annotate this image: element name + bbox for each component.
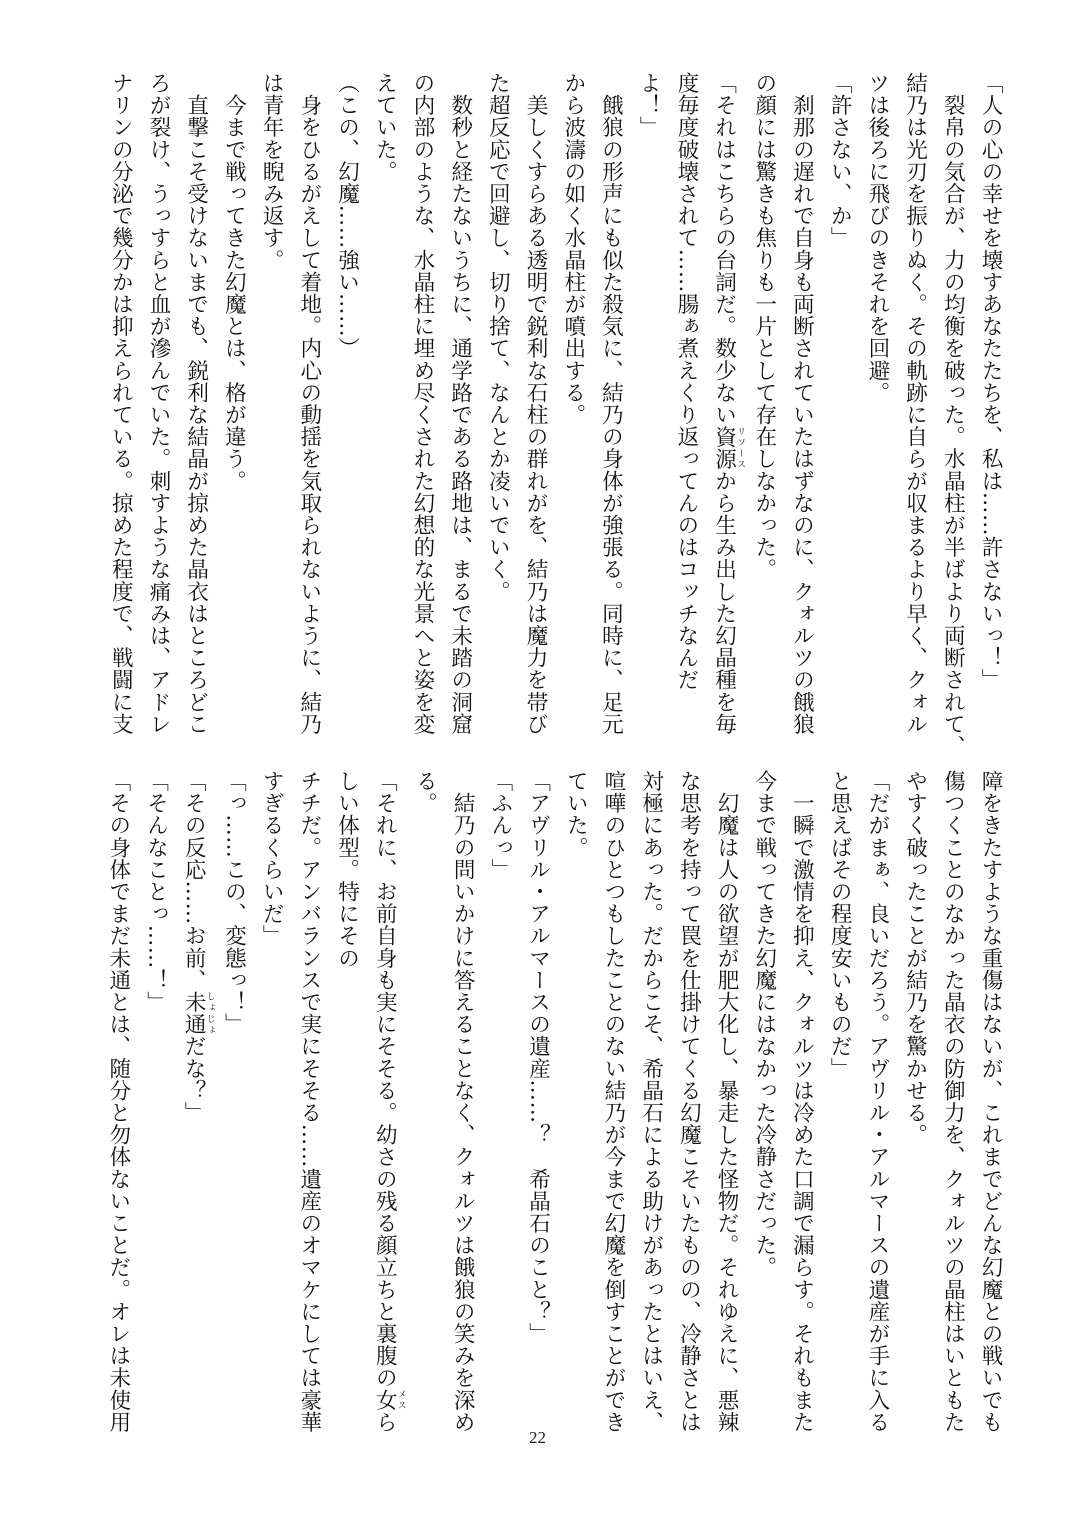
text-line: 「ふんっ」 xyxy=(487,770,513,881)
text-line: ろが裂け、うっすらと血が滲んでいた。刺すような痛みは、アドレ xyxy=(146,72,172,735)
ruby-base: 女 xyxy=(372,1388,398,1411)
text-line: 裂帛の気合が、力の均衡を破った。水晶柱が半ばより両断されて、 xyxy=(940,72,966,758)
ruby-base: 資源 xyxy=(711,425,737,470)
text-line: 今まで戦ってきた幻魔にはなかった冷静さだった。 xyxy=(751,770,777,1279)
text-line: の顔には驚きも焦りも一片として存在しなかった。 xyxy=(751,72,777,581)
text-segment: だな？」 xyxy=(181,1035,207,1124)
text-segment: 「それはこちらの台詞だ。数少ない xyxy=(711,72,737,426)
text-line: た超反応で回避し、切り捨て、なんとか凌いでいく。 xyxy=(485,72,511,603)
text-line: よ！」 xyxy=(636,72,662,139)
text-line: と思えばその程度安いものだ」 xyxy=(827,770,853,1080)
text-line: 「っ……この、変態っ！」 xyxy=(221,770,247,1036)
text-line: 数秒と経たないうちに、通学路である路地は、まるで未踏の洞窟 xyxy=(447,72,473,735)
text-line: ていた。 xyxy=(563,770,589,859)
text-line: 美しくすらある透明で鋭利な石柱の群れがを、結乃は魔力を帯び xyxy=(523,72,549,735)
text-line: しい体型。特にその xyxy=(334,770,360,969)
text-line: 喧嘩のひとつもしたことのない結乃が今まで幻魔を倒すことができ xyxy=(600,770,626,1433)
text-line: の内部のような、水晶柱に埋め尽くされた幻想的な光景へと姿を変 xyxy=(409,72,435,735)
text-line: 「人の心の幸せを壊すあなたたちを、私は……許さないっ！」 xyxy=(978,72,1003,691)
text-segment: 「その反応……お前、 xyxy=(181,770,207,991)
text-line: ナリンの分泌で幾分かは抑えられている。掠めた程度で、戦闘に支 xyxy=(108,72,134,735)
text-segment: から生み出した幻晶種を毎 xyxy=(711,469,737,736)
ruby-base: 未通 xyxy=(181,991,207,1036)
text-line: 度毎度破壊されて……腸ぁ煮えくり返ってんのはコッチなんだ xyxy=(673,72,699,691)
text-line: 身をひるがえして着地。内心の動揺を気取られないように、結乃 xyxy=(296,72,322,735)
text-line: 結乃の問いかけに答えることなく、クォルツは餓狼の笑みを深め xyxy=(450,770,476,1433)
text-line: から波濤の如く水晶柱が噴出する。 xyxy=(560,72,586,426)
text-line: 餓狼の形声にも似た殺気に、結乃の身体が強張る。同時に、足元 xyxy=(598,72,624,735)
text-line: 今まで戦ってきた幻魔とは、格が違う。 xyxy=(221,72,247,492)
text-line: 刹那の遅れで自身も両断されていたはずなのに、クォルツの餓狼 xyxy=(789,72,815,735)
ruby-reading: メス xyxy=(395,1388,406,1411)
text-line: ツは後ろに飛びのきそれを回避。 xyxy=(864,72,890,404)
text-line xyxy=(175,770,215,1410)
text-segment: 「それに、お前自身も実にそそる。幼さの残る顔立ちと裏腹の xyxy=(372,770,398,1389)
text-line: （この、幻魔……強い……） xyxy=(334,72,360,360)
text-line: やすく破ったことが結乃を驚かせる。 xyxy=(902,770,928,1146)
text-line: 「アヴリル・アルマースの遺産……？ 希晶石のこと？」 xyxy=(525,770,551,1345)
page-number: 22 xyxy=(529,1428,546,1447)
text-line: 直撃こそ受けないまでも、鋭利な結晶が掠めた晶衣はところどこ xyxy=(183,72,209,735)
text-line: チチだ。アンバランスで実にそそる……遺産のオマケにしては豪華 xyxy=(296,770,322,1433)
text-line: 「だがまぁ、良いだろう。アヴリル・アルマースの遺産が手に入る xyxy=(864,770,890,1433)
text-line: 「そんなことっ……！」 xyxy=(143,770,169,1014)
ruby-reading: しょじょ xyxy=(204,991,215,1036)
text-block-top xyxy=(89,72,1009,758)
text-line: 障をきたすような重傷はないが、これまでどんな幻魔との戦いでも xyxy=(978,770,1003,1433)
text-line: 対極にあった。だからこそ、希晶石による助けがあったとはいえ、 xyxy=(638,770,664,1433)
text-segment: ら xyxy=(372,1410,398,1434)
text-block-bottom xyxy=(89,770,1009,1434)
text-line: は青年を睨み返す。 xyxy=(259,72,285,271)
text-line: 傷つくことのなかった晶衣の防御力を、クォルツの晶柱はいともた xyxy=(940,770,966,1433)
ruby-text xyxy=(711,425,746,470)
text-line: な思考を持って罠を仕掛けてくる幻魔こそいたものの、冷静さとは xyxy=(676,770,702,1433)
text-line xyxy=(705,72,746,736)
text-line: 結乃は光刃を振りぬく。その軌跡に自らが収まるより早く、クォル xyxy=(902,72,928,735)
ruby-text xyxy=(181,991,215,1036)
text-line: 「その身体でまだ未通とは、随分と勿体ないことだ。オレは未使用 xyxy=(105,770,131,1433)
ruby-text xyxy=(372,1388,406,1411)
text-line xyxy=(366,770,406,1434)
text-line: 「許さない、か」 xyxy=(827,72,853,249)
text-line: すぎるくらいだ」 xyxy=(259,770,285,947)
text-line: る。 xyxy=(412,770,438,815)
text-line: えていた。 xyxy=(372,72,398,183)
text-line: 一瞬で激情を抑え、クォルツは冷めた口調で漏らす。それもまた xyxy=(789,770,815,1433)
ruby-reading: リソース xyxy=(735,425,746,470)
text-line: 幻魔は人の欲望が肥大化し、暴走した怪物だ。それゆえに、悪辣 xyxy=(714,770,740,1433)
